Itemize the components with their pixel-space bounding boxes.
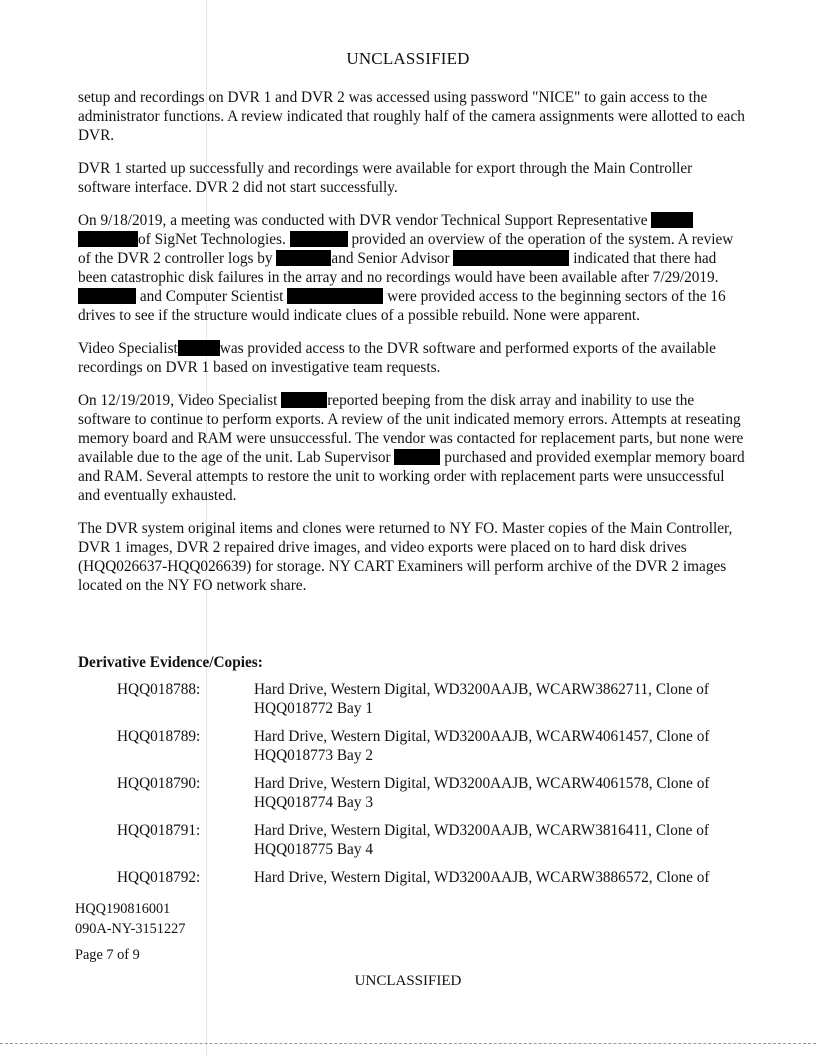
page-number: Page 7 of 9	[75, 947, 140, 963]
evidence-item-description: Hard Drive, Western Digital, WD3200AAJB, WCARW3816411, Clone of HQQ018775 Bay 4	[254, 822, 709, 858]
text-segment: of SigNet Technologies.	[138, 231, 286, 248]
redaction-block	[78, 288, 136, 304]
evidence-item	[78, 868, 758, 887]
paragraph-storage: The DVR system original items and clones were returned to NY FO. Master copies of the Main Controller, DVR 1 images, DVR 2 repaired drive images, and video exports were placed on to hard disk drives (HQQ026637-HQQ026639) for storage. NY CART Examiners will perform archive of the DVR 2 images located on the NY FO network share.	[78, 520, 733, 594]
report-body	[78, 88, 748, 609]
text-segment: and Senior Advisor	[331, 250, 450, 267]
evidence-item-id: HQQ018790:	[117, 775, 201, 792]
redaction-block	[178, 340, 220, 356]
case-id-file-number: 090A-NY-3151227	[75, 921, 186, 937]
text-segment: was provided access to the DVR software and performed exports of the available recordings on DVR 1 based on investigative team requests.	[78, 340, 716, 376]
text-segment: reported beeping from the disk array and inability to use the software to continue to perform exports. A review of the unit indicated memory errors. Attempts at reseating memory board and RAM were unsuccessful. The vendor was contacted for replacement parts, but none were available due to the age of the unit. Lab Supervisor	[78, 392, 744, 466]
evidence-item-description: Hard Drive, Western Digital, WD3200AAJB, WCARW4061457, Clone of HQQ018773 Bay 2	[254, 728, 710, 764]
derivative-evidence-list	[78, 680, 758, 896]
evidence-item-description: Hard Drive, Western Digital, WD3200AAJB, WCARW4061578, Clone of HQQ018774 Bay 3	[254, 775, 710, 811]
classification-footer: UNCLASSIFIED	[354, 973, 462, 989]
evidence-item-id: HQQ018788:	[117, 681, 201, 698]
redaction-block	[394, 449, 440, 465]
evidence-item-id: HQQ018792:	[117, 869, 201, 886]
redaction-block	[290, 231, 348, 247]
evidence-item	[78, 821, 758, 859]
evidence-item	[78, 727, 758, 765]
derivative-evidence-heading: Derivative Evidence/Copies:	[78, 654, 263, 671]
text-segment: purchased and provided exemplar memory board and RAM. Several attempts to restore the unit to working order with replacement parts were unsuccessful and eventually exhausted.	[78, 449, 745, 504]
redaction-block	[276, 250, 331, 266]
text-segment: and Computer Scientist	[139, 288, 284, 305]
text-segment: were provided access to the beginning sectors of the 16 drives to see if the structure would indicate clues of a possible rebuild. None were apparent.	[78, 288, 726, 324]
redaction-block	[453, 250, 569, 266]
evidence-item-description: Hard Drive, Western Digital, WD3200AAJB, WCARW3886572, Clone of	[254, 869, 710, 886]
classification-header: UNCLASSIFIED	[346, 49, 470, 68]
evidence-item-id: HQQ018789:	[117, 728, 201, 745]
text-segment: indicated that there had been catastrophic disk failures in the array and no recordings would have been available after 7/29/2019.	[78, 250, 719, 286]
paragraph-vendor-meeting	[78, 211, 748, 325]
redaction-block	[281, 392, 327, 408]
case-id-primary: HQQ190816001	[75, 901, 171, 917]
redaction-block	[78, 231, 138, 247]
evidence-item	[78, 680, 758, 718]
evidence-item-description: Hard Drive, Western Digital, WD3200AAJB, WCARW3862711, Clone of HQQ018772 Bay 1	[254, 681, 709, 717]
redaction-block	[651, 212, 693, 228]
redaction-block	[287, 288, 383, 304]
text-segment: provided an overview of the operation of the system. A review of the DVR 2 controller logs by	[78, 231, 734, 267]
scan-bottom-edge	[0, 1043, 816, 1045]
evidence-item-id: HQQ018791:	[117, 822, 201, 839]
text-segment: On 12/19/2019, Video Specialist	[78, 392, 278, 409]
paragraph-memory-errors	[78, 391, 748, 505]
paragraph-dvr-access: setup and recordings on DVR 1 and DVR 2 was accessed using password "NICE" to gain access to the administrator functions. A review indicated that roughly half of the camera assignments were allotted to each DVR.	[78, 89, 745, 144]
paragraph-dvr-startup: DVR 1 started up successfully and recordings were available for export through the Main Controller software interface. DVR 2 did not start successfully.	[78, 160, 693, 196]
text-segment: Video Specialist	[78, 340, 178, 357]
case-identifiers	[75, 899, 185, 939]
paragraph-video-export	[78, 339, 748, 377]
text-segment: On 9/18/2019, a meeting was conducted with DVR vendor Technical Support Representative	[78, 212, 648, 229]
evidence-item	[78, 774, 758, 812]
